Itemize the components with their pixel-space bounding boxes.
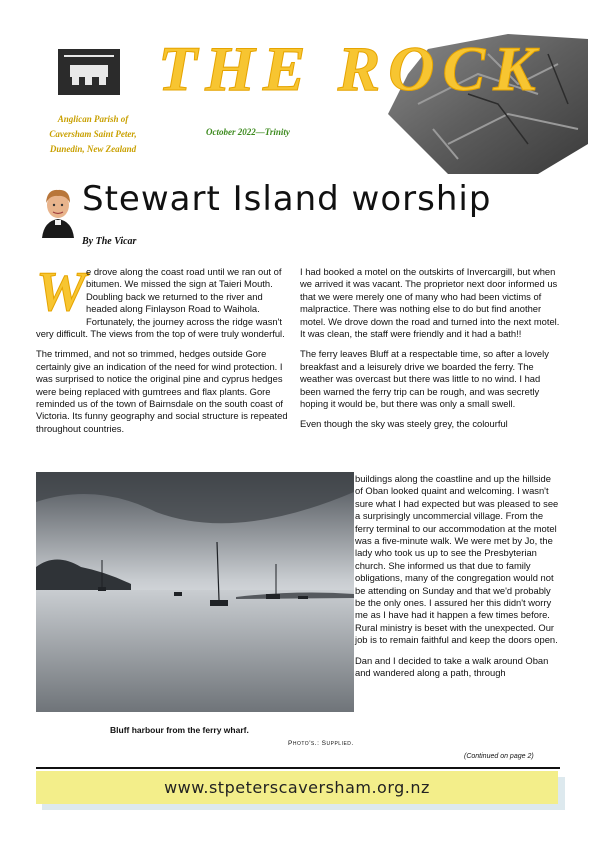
article-headline: Stewart Island worship — [82, 179, 492, 219]
paragraph: Dan and I decided to take a walk around Oban and wandered along a path, through — [355, 654, 549, 679]
continued-note: (Continued on page 2) — [464, 753, 534, 760]
website-banner — [36, 771, 558, 804]
footer-rule — [36, 767, 560, 769]
article-column-2-continued — [355, 473, 560, 688]
drop-cap: W — [36, 261, 86, 323]
paragraph: I had booked a motel on the outskirts of Invercargill, but when we arrived it was vacant. The proprietor next door informed us that we were merely one of many who had been victims of malpractice. There was nothing else to do but find another motel. We drove down the road and turned into the next motel. It was clean, the staff were friendly and it had a bath!! — [300, 266, 560, 340]
website-link[interactable]: www.stpeterscaversham.org.nz — [164, 778, 430, 797]
photo-credit: Photo's.: Supplied. — [288, 740, 354, 747]
issue-date: October 2022—Trinity — [206, 127, 290, 137]
paragraph: We drove along the coast road until we ran out of bitumen. We missed the sign at Taieri Mouth. Doubling back we returned to the river and headed along Finlayson Road to Waihola. Fortunately, the journey across the ridge wasn't very difficult. The views from the top of were truly wonderful. — [36, 261, 285, 340]
newsletter-title: THE ROCK — [158, 33, 544, 104]
paragraph: The trimmed, and not so trimmed, hedges outside Gore certainly give an indication of the need for wind protection. I was surprised to notice the original pine and cyprus hedges were being replaced with gumtrees and flax plants. Gore reminded us of the town of Bairnsdale on the south coast of Victoria. Its funny geography and social structure is repeated throughout countries. — [36, 348, 288, 434]
paragraph: The ferry leaves Bluff at a respectable time, so after a lovely breakfast and a leisurely drive we boarded the ferry. The weather was overcast but there was little to no wind. I had been warned the ferry trip can be rough, and was secretly hoping it would be, but there was only a small swell. — [300, 348, 549, 410]
article-byline: By The Vicar — [82, 236, 137, 247]
paragraph: buildings along the coastline and up the hillside of Oban looked quaint and welcoming. I wasn't sure what I had expected but was pleased to see a surprisingly uncommercial village. From the ferry terminal to our accommodation at the motel was a five-minute walk. We were met by Jo, the lady who took us up to see the Presbyterian church. She informed us that due to family obligations, many of the congregation would not be attending on Sunday and that we'd probably be the only ones. I assured her this didn't worry me as I have had it happen a few times before. Rural ministry is beset with the unexpected. Our job is to remain faithful and keep the doors open. — [355, 473, 559, 646]
article-column-1 — [36, 261, 294, 443]
harbour-photo — [36, 472, 354, 712]
parish-name: Anglican Parish of Caversham Saint Peter, Dunedin, New Zealand — [49, 114, 137, 154]
vicar-portrait — [38, 183, 78, 238]
photo-caption: Bluff harbour from the ferry wharf. — [110, 725, 249, 735]
paragraph: Even though the sky was steely grey, the colourful — [300, 418, 508, 430]
parish-logo — [58, 49, 120, 95]
article-column-2 — [300, 266, 560, 431]
